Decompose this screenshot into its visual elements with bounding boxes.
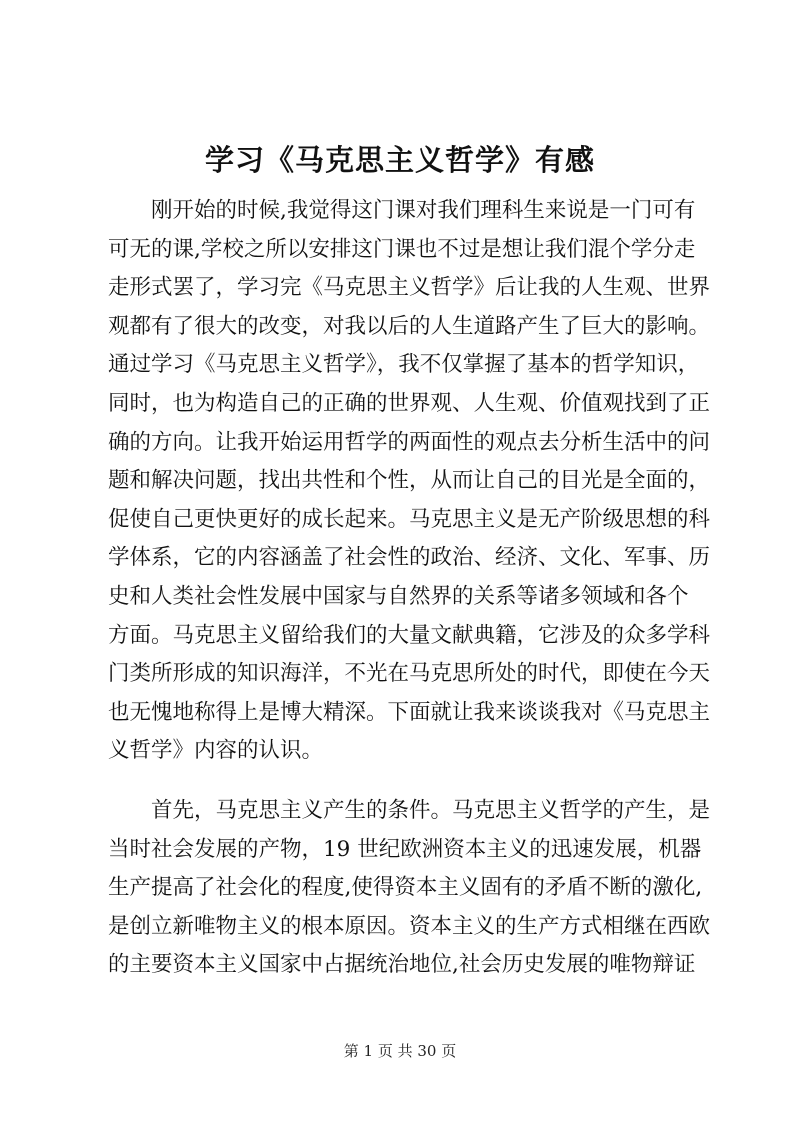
page-number-footer: 第 1 页 共 30 页 — [343, 1042, 457, 1060]
paragraph-line: 也无愧地称得上是博大精深。下面就让我来谈谈我对《马克思主 — [108, 699, 711, 725]
paragraph-line: 观都有了很大的改变，对我以后的人生道路产生了巨大的影响。 — [108, 313, 711, 339]
paragraph-line: 可无的课,学校之所以安排这门课也不过是想让我们混个学分走 — [108, 236, 696, 262]
paragraph-line: 促使自己更快更好的成长起来。马克思主义是无产阶级思想的科 — [108, 506, 711, 532]
paragraph-line: 首先，马克思主义产生的条件。马克思主义哲学的产生，是 — [151, 798, 711, 823]
paragraph-line: 当时社会发展的产物，19 世纪欧洲资本主义的迅速发展，机器 — [108, 836, 702, 862]
paragraph-line: 走形式罢了，学习完《马克思主义哲学》后让我的人生观、世界 — [108, 275, 711, 301]
paragraph-2 — [108, 792, 711, 985]
paragraph-line: 方面。马克思主义留给我们的大量文献典籍，它涉及的众多学科 — [108, 622, 711, 648]
paragraph-line: 题和解决问题，找出共性和个性，从而让自己的目光是全面的， — [108, 468, 711, 494]
paragraph-line: 义哲学》内容的认识。 — [108, 738, 324, 764]
paragraph-line: 同时，也为构造自己的正确的世界观、人生观、价值观找到了正 — [108, 390, 711, 416]
paragraph-line: 通过学习《马克思主义哲学》，我不仅掌握了基本的哲学知识， — [108, 352, 700, 378]
paragraph-line: 门类所形成的知识海洋，不光在马克思所处的时代，即使在今天 — [108, 661, 711, 687]
paragraph-line: 刚开始的时候,我觉得这门课对我们理科生来说是一门可有 — [151, 198, 696, 223]
paragraph-line: 学体系，它的内容涵盖了社会性的政治、经济、文化、军事、历 — [108, 545, 711, 571]
paragraph-line: 确的方向。让我开始运用哲学的两面性的观点去分析生活中的问 — [108, 429, 711, 455]
paragraph-line: 史和人类社会性发展中国家与自然界的关系等诸多领域和各个 — [108, 583, 689, 609]
paragraph-line: 生产提高了社会化的程度,使得资本主义固有的矛盾不断的激化, — [108, 875, 703, 901]
paragraph-1 — [108, 192, 711, 771]
paragraph-line: 是创立新唯物主义的根本原因。资本主义的生产方式相继在西欧 — [108, 913, 711, 939]
document-title: 学习《马克思主义哲学》有感 — [204, 143, 595, 177]
paragraph-line: 的主要资本主义国家中占据统治地位,社会历史发展的唯物辩证 — [108, 952, 696, 978]
